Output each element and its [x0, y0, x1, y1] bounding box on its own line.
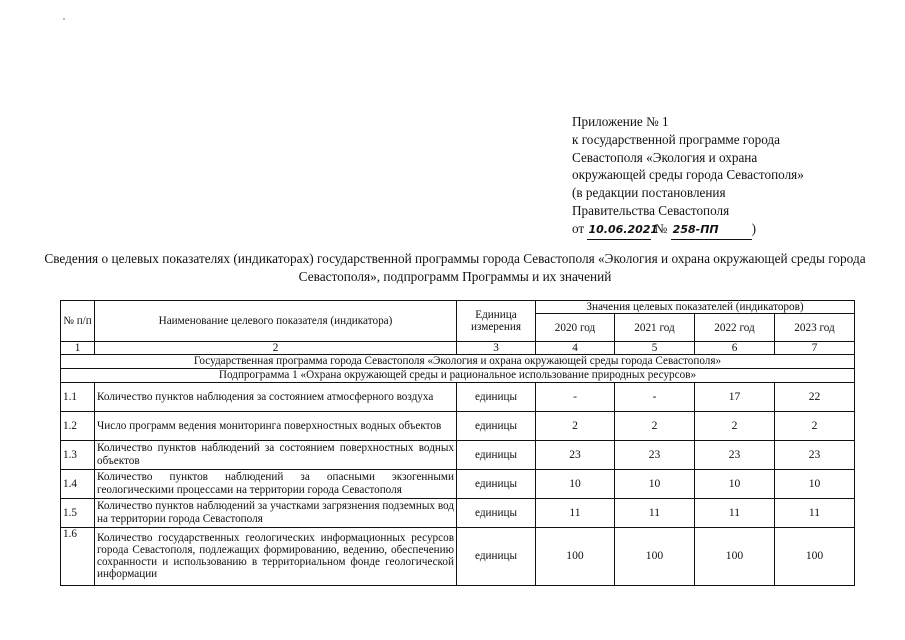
- table-row: [61, 498, 855, 527]
- table-row: [61, 382, 855, 411]
- row-num: 1.3: [61, 440, 95, 469]
- row-value-2022: 100: [695, 527, 775, 585]
- row-value-2023: 100: [775, 527, 855, 585]
- row-value-2021: 11: [615, 498, 695, 527]
- header-num: № п/п: [61, 301, 95, 342]
- row-value-2021: 10: [615, 469, 695, 498]
- row-unit: единицы: [457, 411, 536, 440]
- row-unit: единицы: [457, 440, 536, 469]
- row-value-2021: 2: [615, 411, 695, 440]
- row-value-2023: 10: [775, 469, 855, 498]
- row-value-2020: 11: [536, 498, 615, 527]
- row-value-2022: 23: [695, 440, 775, 469]
- row-name: Количество пунктов наблюдения за состоянием атмосферного воздуха: [95, 382, 457, 411]
- row-value-2023: 11: [775, 498, 855, 527]
- header-name: Наименование целевого показателя (индикатора): [95, 301, 457, 342]
- header-year: 2022 год: [695, 314, 775, 342]
- row-value-2022: 11: [695, 498, 775, 527]
- row-unit: единицы: [457, 469, 536, 498]
- row-num: 1.1: [61, 382, 95, 411]
- row-value-2023: 2: [775, 411, 855, 440]
- row-unit: единицы: [457, 498, 536, 527]
- document-title: Сведения о целевых показателях (индикаторах) государственной программы города Севастополя «Экология и охрана окружающей среды города Севастополя», подпрограмм Программы и их значений: [44, 251, 866, 284]
- row-name: Количество пунктов наблюдений за участками загрязнения подземных вод на территории города Севастополя: [95, 498, 457, 527]
- col-number: 6: [695, 342, 775, 355]
- row-value-2022: 2: [695, 411, 775, 440]
- close-paren: ): [751, 220, 757, 236]
- row-name: Количество пунктов наблюдений за опасными экзогенными геологическими процессами на территории города Севастополя: [95, 469, 457, 498]
- handwritten-date: 10.06.2021: [587, 221, 651, 240]
- table-row: [61, 527, 855, 585]
- from-label: от: [572, 220, 585, 236]
- row-value-2020: -: [536, 382, 615, 411]
- row-unit: единицы: [457, 382, 536, 411]
- row-name: Количество пунктов наблюдений за состоянием поверхностных водных объектов: [95, 440, 457, 469]
- row-name: Количество государственных геологических информационных ресурсов города Севастополя, подлежащих формированию, ведению, обеспечению сохранности и использованию в территориальном фонде геологической информации: [95, 527, 457, 585]
- row-value-2021: 23: [615, 440, 695, 469]
- appendix-title: Приложение № 1: [572, 114, 669, 129]
- header-year: 2023 год: [775, 314, 855, 342]
- row-num: 1.5: [61, 498, 95, 527]
- appendix-block: [572, 113, 804, 240]
- row-num: 1.4: [61, 469, 95, 498]
- col-number: 2: [95, 342, 457, 355]
- table-row: [61, 411, 855, 440]
- col-number: 5: [615, 342, 695, 355]
- row-value-2020: 2: [536, 411, 615, 440]
- appendix-line: окружающей среды города Севастополя»: [572, 167, 804, 183]
- row-value-2020: 10: [536, 469, 615, 498]
- indicators-table: [60, 300, 855, 586]
- row-value-2020: 100: [536, 527, 615, 585]
- col-number: 4: [536, 342, 615, 355]
- row-value-2020: 23: [536, 440, 615, 469]
- col-number: 3: [457, 342, 536, 355]
- row-value-2023: 22: [775, 382, 855, 411]
- appendix-line: Правительства Севастополя: [572, 202, 730, 218]
- program-row: Государственная программа города Севастополя «Экология и охрана окружающей среды города Севастополя»: [61, 355, 855, 368]
- col-number: 7: [775, 342, 855, 355]
- row-value-2023: 23: [775, 440, 855, 469]
- header-year: 2020 год: [536, 314, 615, 342]
- row-value-2022: 17: [695, 382, 775, 411]
- appendix-line: (в редакции постановления: [572, 185, 726, 201]
- row-num: 1.6: [61, 527, 95, 585]
- row-value-2022: 10: [695, 469, 775, 498]
- handwritten-number: 258-ПП: [671, 221, 752, 240]
- subprogram-row: Подпрограмма 1 «Охрана окружающей среды и рациональное использование природных ресурсов»: [61, 368, 855, 382]
- row-unit: единицы: [457, 527, 536, 585]
- appendix-date-line: [572, 220, 804, 240]
- header-unit: Единица измерения: [457, 301, 536, 342]
- header-year: 2021 год: [615, 314, 695, 342]
- row-name: Число программ ведения мониторинга поверхностных водных объектов: [95, 411, 457, 440]
- col-number: 1: [61, 342, 95, 355]
- row-value-2021: 100: [615, 527, 695, 585]
- header-values-group: Значения целевых показателей (индикаторов): [536, 301, 855, 314]
- table-row: [61, 440, 855, 469]
- row-num: 1.2: [61, 411, 95, 440]
- scan-speck: [63, 18, 65, 20]
- number-label: №: [654, 220, 668, 236]
- appendix-line: Севастополя «Экология и охрана: [572, 149, 758, 165]
- table-row: [61, 469, 855, 498]
- appendix-line: к государственной программе города: [572, 131, 780, 147]
- row-value-2021: -: [615, 382, 695, 411]
